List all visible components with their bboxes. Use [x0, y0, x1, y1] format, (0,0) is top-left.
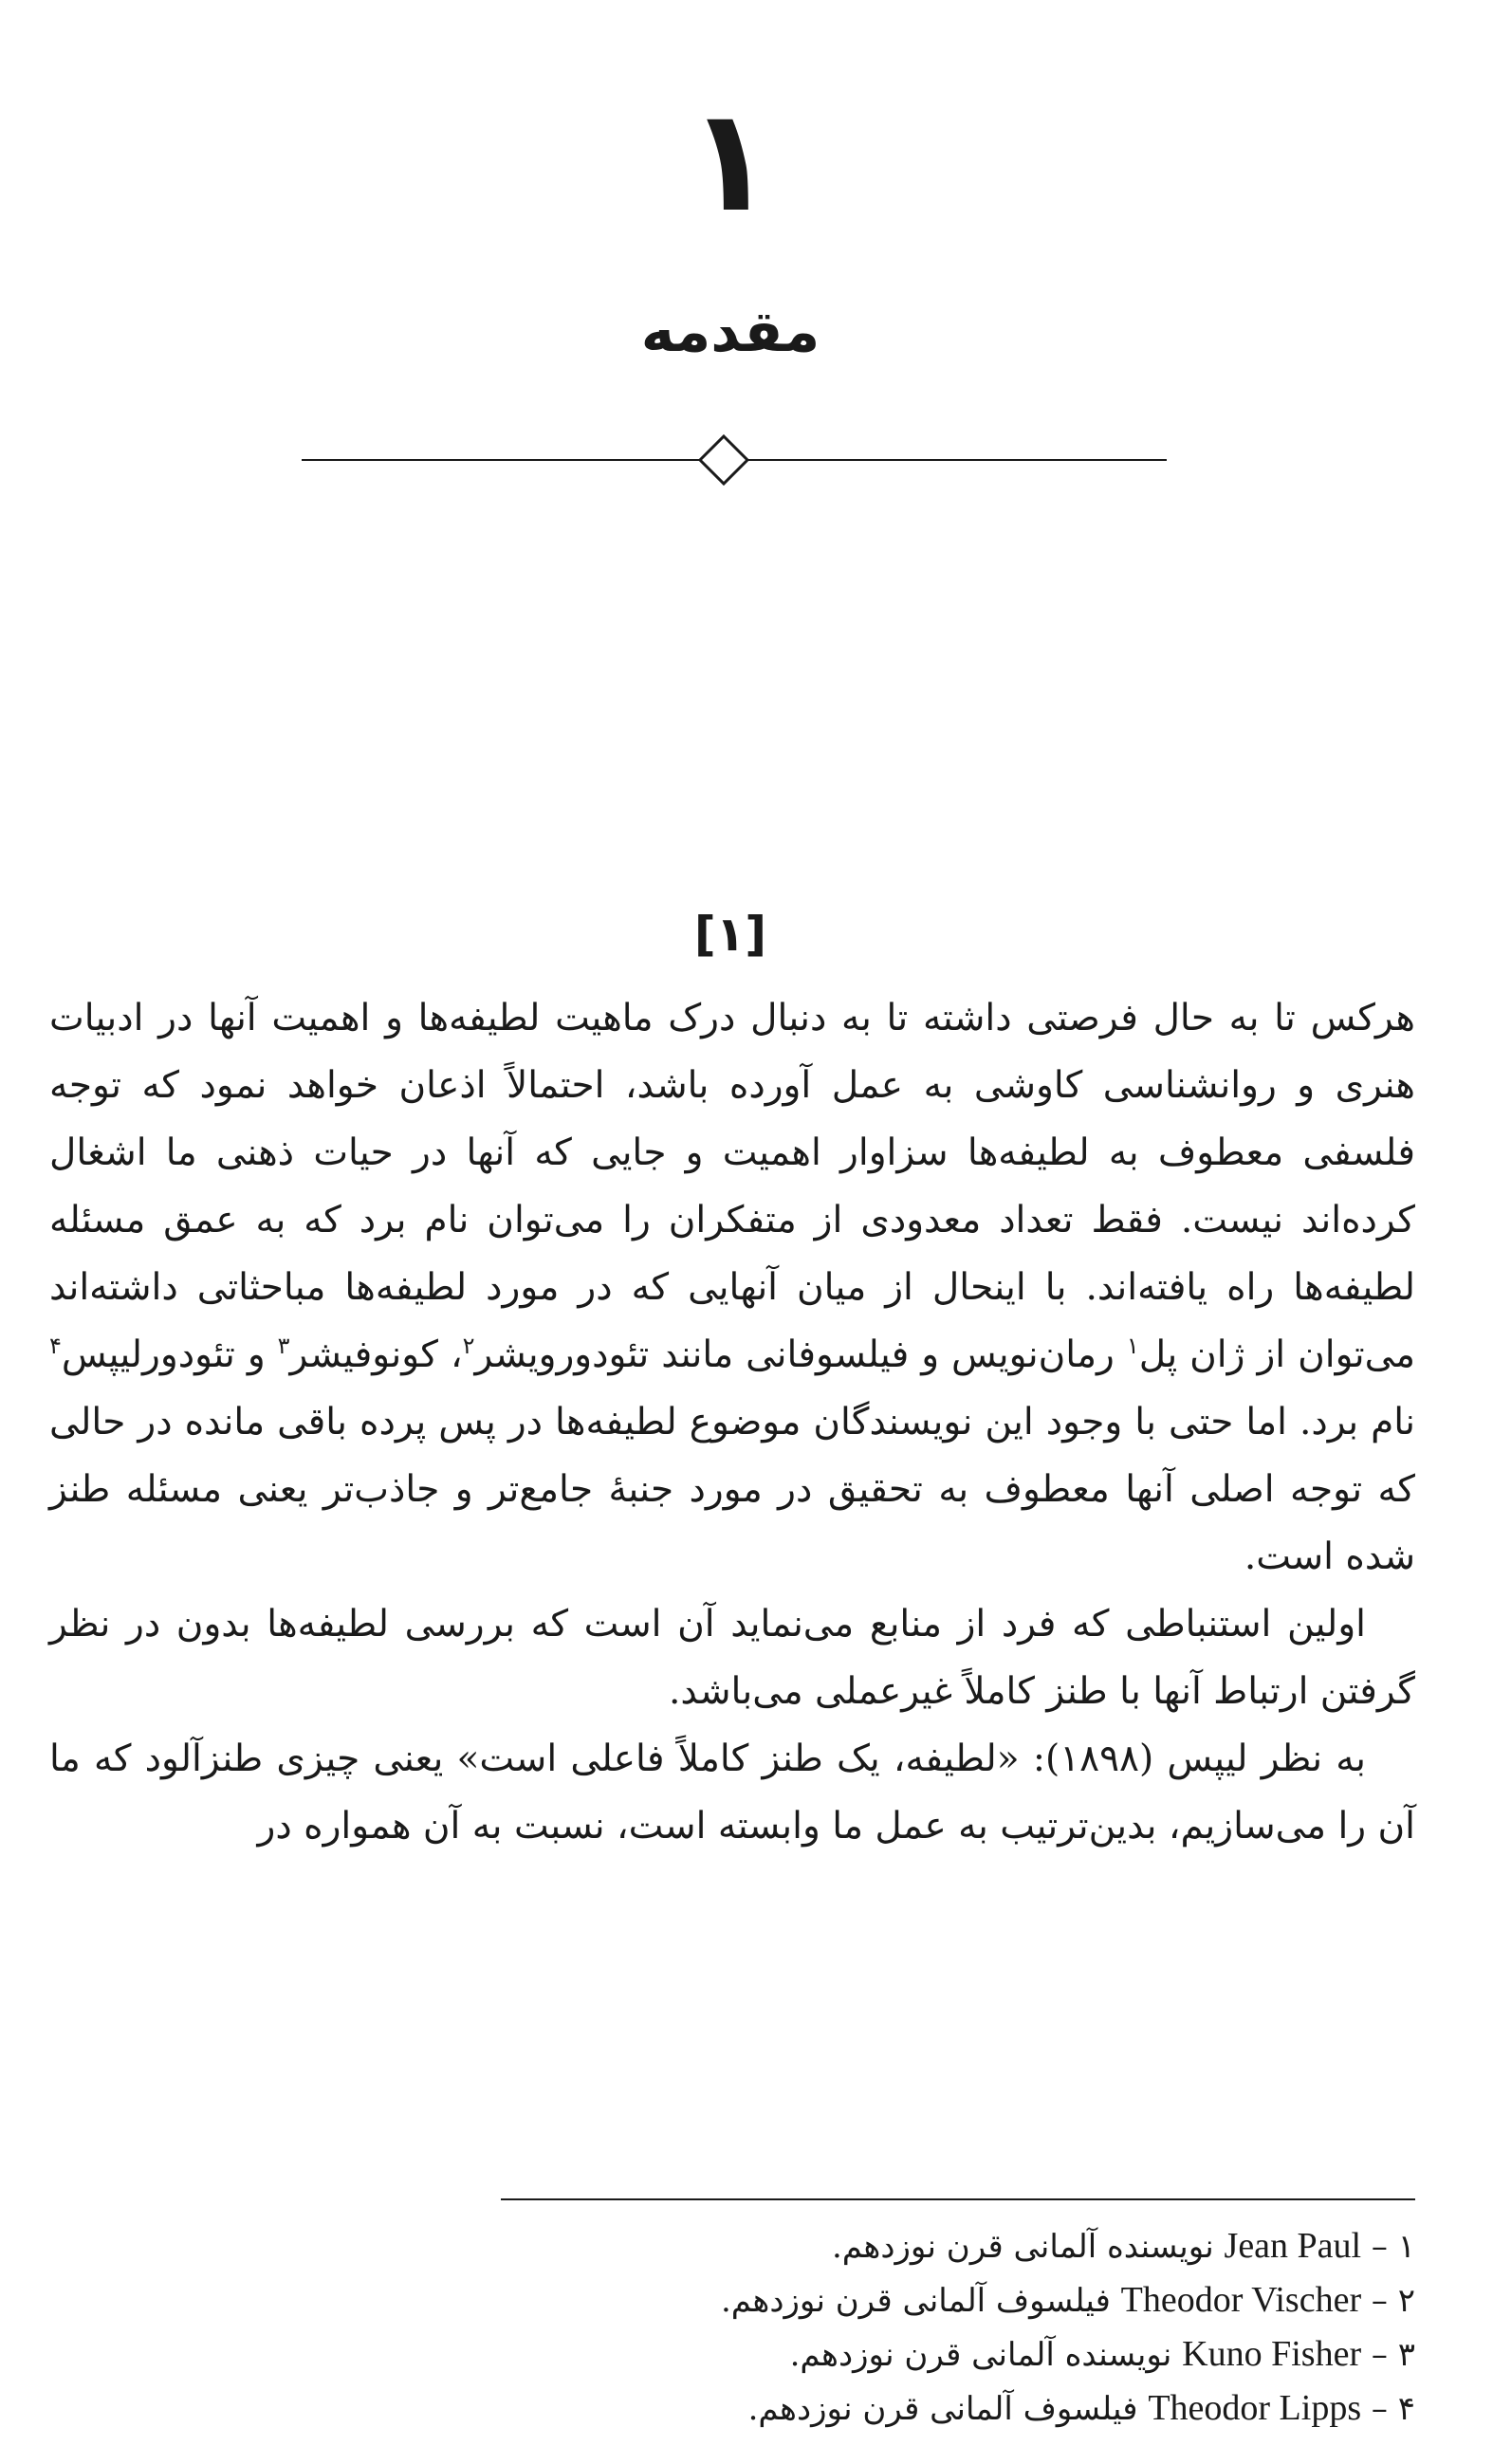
paragraph-1 [49, 984, 1415, 1591]
footnote-name: Theodor Lipps [1148, 2388, 1362, 2428]
footnote-text: فیلسوف آلمانی قرن نوزدهم. [720, 2282, 1121, 2320]
footnote-2 [49, 2273, 1415, 2327]
footnotes [49, 2219, 1415, 2436]
footnote-text: نویسنده آلمانی قرن نوزدهم. [789, 2336, 1183, 2374]
footnote-4 [49, 2381, 1415, 2436]
paragraph-1-text: ، کونوفیشر [289, 1333, 463, 1376]
section-number: [۱] [693, 907, 767, 962]
footnote-ref-3: ۳ [277, 1333, 290, 1359]
paragraph-1-text: نام برد. اما حتی با وجود این نویسندگان موضوع لطیفه‌ها در پس پرده باقی مانده در حالی که توجه اصلی آنها معطوف به تحقیق در مورد جنبهٔ جامع‌تر و جاذب‌تر یعنی مسئله طنز شده است. [49, 1401, 1415, 1578]
paragraph-3: به نظر لیپس (۱۸۹۸): «لطیفه، یک طنز کاملاً فاعلی است» یعنی چیزی طنزآلود که ما آن را می‌سازیم، بدین‌ترتیب به عمل ما وابسته است، نسبت به آن همواره در [49, 1738, 1415, 1848]
main-text [49, 984, 1415, 1860]
footnote-name: Jean Paul [1224, 2226, 1362, 2266]
chapter-title: مقدمه [640, 299, 820, 365]
chapter-number: ۱ [687, 79, 774, 244]
footnote-marker: ۲ – [1361, 2282, 1415, 2320]
paragraph-1-text: رمان‌نویس و فیلسوفانی مانند تئودورویشر [474, 1333, 1127, 1376]
paragraph-1-text: هرکس تا به حال فرصتی داشته تا به دنبال درک ماهیت لطیفه‌ها و اهمیت آنها در ادبیات هنری و روانشناسی کاوشی به عمل آورده باشد، احتمالاً اذعان خواهد نمود که توجه فلسفی معطوف به لطیفه‌ها سزاوار اهمیت و جایی که آنها در حیات ذهنی ما اشغال کرده‌اند نیست. فقط تعداد معدودی از متفکران را می‌توان نام برد که به عمق مسئله لطیفه‌ها راه یافته‌اند. با اینحال از میان آنهایی که در مورد لطیفه‌ها مباحثاتی داشته‌اند می‌توان از ژان پل [49, 997, 1415, 1376]
footnote-1 [49, 2219, 1415, 2273]
footnote-ref-1: ۱ [1126, 1333, 1139, 1359]
footnote-name: Theodor Vischer [1120, 2280, 1362, 2320]
footnote-separator [501, 2198, 1415, 2200]
footnote-marker: ۳ – [1361, 2336, 1415, 2374]
paragraph-2: اولین استنباطی که فرد از منابع می‌نماید آن است که بررسی لطیفه‌ها بدون در نظر گرفتن ارتباط آنها با طنز کاملاً غیرعملی می‌باشد. [49, 1603, 1415, 1713]
footnote-name: Kuno Fisher [1182, 2334, 1362, 2374]
footnote-marker: ۴ – [1361, 2390, 1415, 2428]
footnote-marker: ۱ – [1361, 2228, 1415, 2266]
footnote-ref-2: ۲ [462, 1333, 475, 1359]
footnote-text: نویسنده آلمانی قرن نوزدهم. [832, 2228, 1225, 2266]
footnote-ref-4: ۴ [49, 1333, 62, 1359]
footnote-text: فیلسوف آلمانی قرن نوزدهم. [747, 2390, 1149, 2428]
diamond-ornament-divider [302, 432, 1167, 488]
paragraph-1-text: و تئودورلیپس [61, 1333, 278, 1376]
footnote-3 [49, 2327, 1415, 2381]
